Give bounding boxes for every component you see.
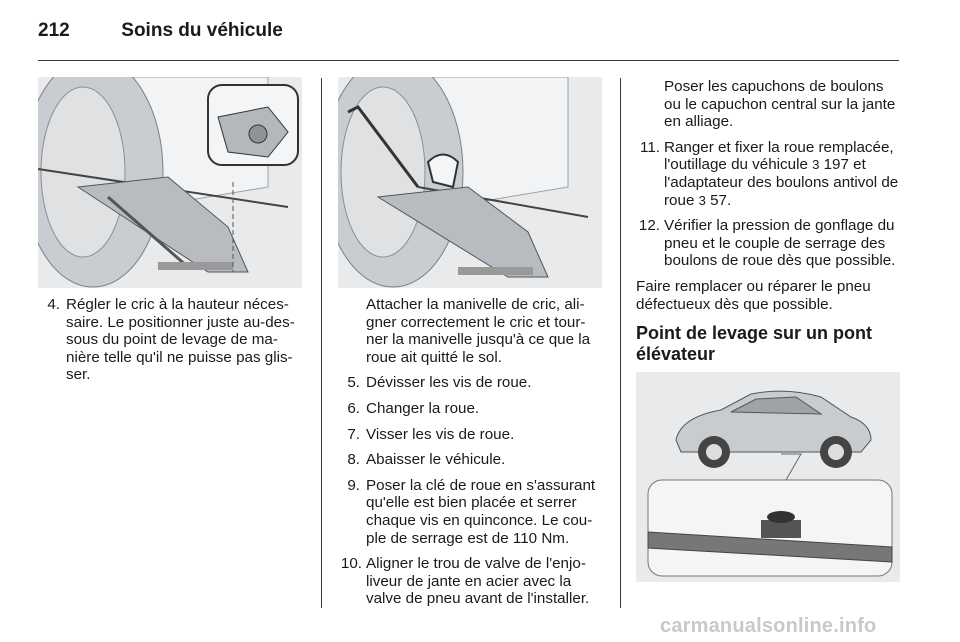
continuation-paragraph: Poser les capuchons de boulons ou le capuchon central sur la jante en alliage. [664, 78, 896, 131]
step-text: Visser les vis de roue. [366, 425, 515, 443]
step-number: 4. [47, 296, 60, 313]
page-ref-arrow-icon: 3 [698, 192, 706, 208]
step-7 [338, 426, 604, 444]
step-text: Changer la roue. [366, 399, 480, 417]
page-number: 212 [38, 20, 70, 41]
step-text: Ranger et fixer la roue remplacée, l'outillage du véhicule [664, 138, 894, 174]
step-9 [338, 477, 604, 547]
jack-position-illustration [38, 77, 302, 288]
step-number: 12. [638, 217, 660, 235]
step-number: 7. [347, 425, 360, 443]
step-number: 11. [640, 138, 660, 156]
step-11 [636, 139, 902, 209]
step-number: 10. [340, 555, 362, 573]
step-text-ref: 57. [710, 191, 732, 209]
page-ref-arrow-icon: 3 [812, 157, 820, 173]
page-header [38, 20, 283, 42]
step-10 [338, 555, 604, 608]
col1-text [38, 296, 304, 392]
step-text: Abaisser le véhicule. [366, 451, 506, 469]
watermark: carmanualsonline.info [660, 615, 877, 637]
step-8 [338, 451, 604, 469]
step-text: Dévisser les vis de roue. [366, 374, 532, 392]
step-12 [636, 217, 902, 270]
col3-text [636, 78, 902, 365]
col2-text [338, 296, 604, 616]
step-text: Poser la clé de roue en s'assurant qu'elle est bien placée et serrer chaque vis en quinconce. Le cou-ple de serrage est de 110 Nm. [366, 476, 596, 547]
step-text-ref: 197 et l'adaptateur des boulons antivol de roue [664, 156, 899, 209]
step-text: Aligner le trou de valve de l'enjo-liveur de jante en acier avec la valve de pneu avant de l'installer. [366, 555, 590, 608]
step-number: 5. [347, 374, 360, 392]
step-number: 6. [347, 399, 360, 417]
section-title: Point de levage sur un pont élévateur [636, 323, 873, 365]
step-text: Régler le cric à la hauteur néces-saire. Le positionner juste au-des-sous du point de levage de ma-nière telle qu'il ne puisse pas glis-ser. [66, 296, 295, 384]
page-title: Soins du véhicule [121, 20, 283, 41]
step-number: 9. [347, 476, 360, 494]
paragraph: Faire remplacer ou réparer le pneu défectueux dès que possible. [636, 277, 871, 313]
step-5 [338, 374, 604, 392]
step-6 [338, 400, 604, 418]
lift-point-illustration [636, 372, 900, 582]
step-4 [38, 296, 304, 384]
crank-handle-illustration [338, 77, 602, 288]
header-rule [38, 60, 899, 61]
step-number: 8. [347, 451, 360, 469]
column-divider-1 [321, 78, 322, 608]
column-divider-2 [620, 78, 621, 608]
intro-paragraph: Attacher la manivelle de cric, ali-gner correctement le cric et tour-ner la manivelle jusqu'à ce que la roue ait quitté le sol. [366, 296, 591, 366]
step-text: Vérifier la pression de gonflage du pneu et le couple de serrage des boulons de roue dès que possible. [664, 217, 896, 270]
